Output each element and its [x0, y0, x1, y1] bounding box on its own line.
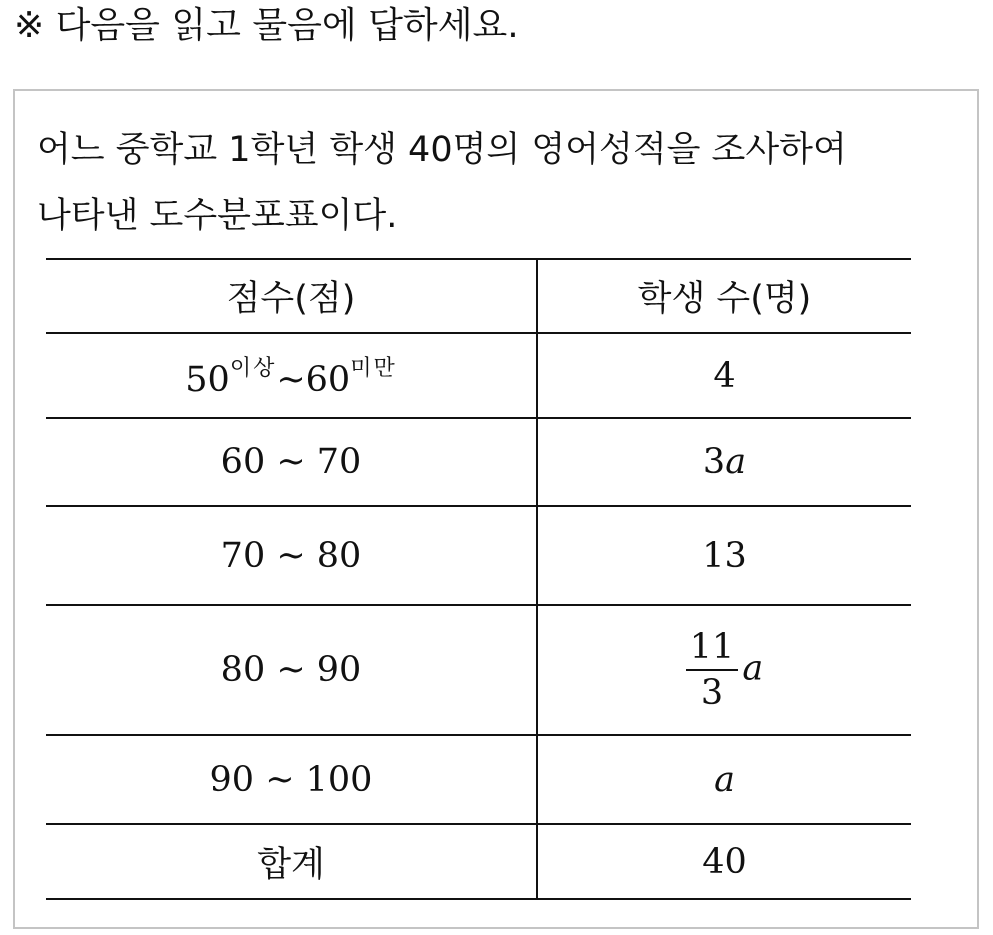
- total-label: 합계: [46, 824, 537, 899]
- table-row: [46, 418, 911, 506]
- count-cell: [537, 735, 911, 824]
- fraction-denominator: 3: [700, 673, 724, 713]
- count-coefficient: 3: [702, 442, 726, 482]
- problem-line-2: 나타낸 도수분포표이다.: [37, 196, 398, 236]
- problem-box: [13, 89, 979, 929]
- range-lower: 50: [185, 360, 230, 400]
- header-score: 점수(점): [46, 259, 537, 333]
- range-tilde: ~: [276, 360, 306, 400]
- count-cell: [537, 418, 911, 506]
- table-row: [46, 506, 911, 605]
- table-row: [46, 735, 911, 824]
- count-cell: 13: [537, 506, 911, 605]
- table-header-row: [46, 259, 911, 333]
- problem-text: [37, 117, 957, 249]
- problem-line-1: 어느 중학교 1학년 학생 40명의 영어성적을 조사하여: [37, 130, 847, 170]
- count-cell: 4: [537, 333, 911, 418]
- range-cell: 60 ~ 70: [46, 418, 537, 506]
- frequency-table: [46, 258, 911, 900]
- range-cell: [46, 333, 537, 418]
- range-upper-suffix: 미만: [350, 356, 397, 381]
- table-row: [46, 333, 911, 418]
- table-row: [46, 605, 911, 735]
- count-variable: a: [742, 648, 764, 689]
- instruction-text: ※ 다음을 읽고 물음에 답하세요.: [14, 5, 519, 46]
- count-variable: a: [725, 442, 747, 482]
- table-total-row: [46, 824, 911, 899]
- fraction: [686, 629, 739, 711]
- count-variable: a: [714, 759, 735, 800]
- fraction-numerator: 11: [686, 629, 739, 671]
- range-upper: 60: [305, 360, 351, 400]
- range-lower-suffix: 이상: [229, 356, 277, 381]
- header-students: 학생 수(명): [537, 259, 911, 333]
- range-cell: 70 ~ 80: [46, 506, 537, 605]
- range-cell: 80 ~ 90: [46, 605, 537, 735]
- count-cell: [537, 605, 911, 735]
- range-cell: 90 ~ 100: [46, 735, 537, 824]
- total-value: 40: [537, 824, 911, 899]
